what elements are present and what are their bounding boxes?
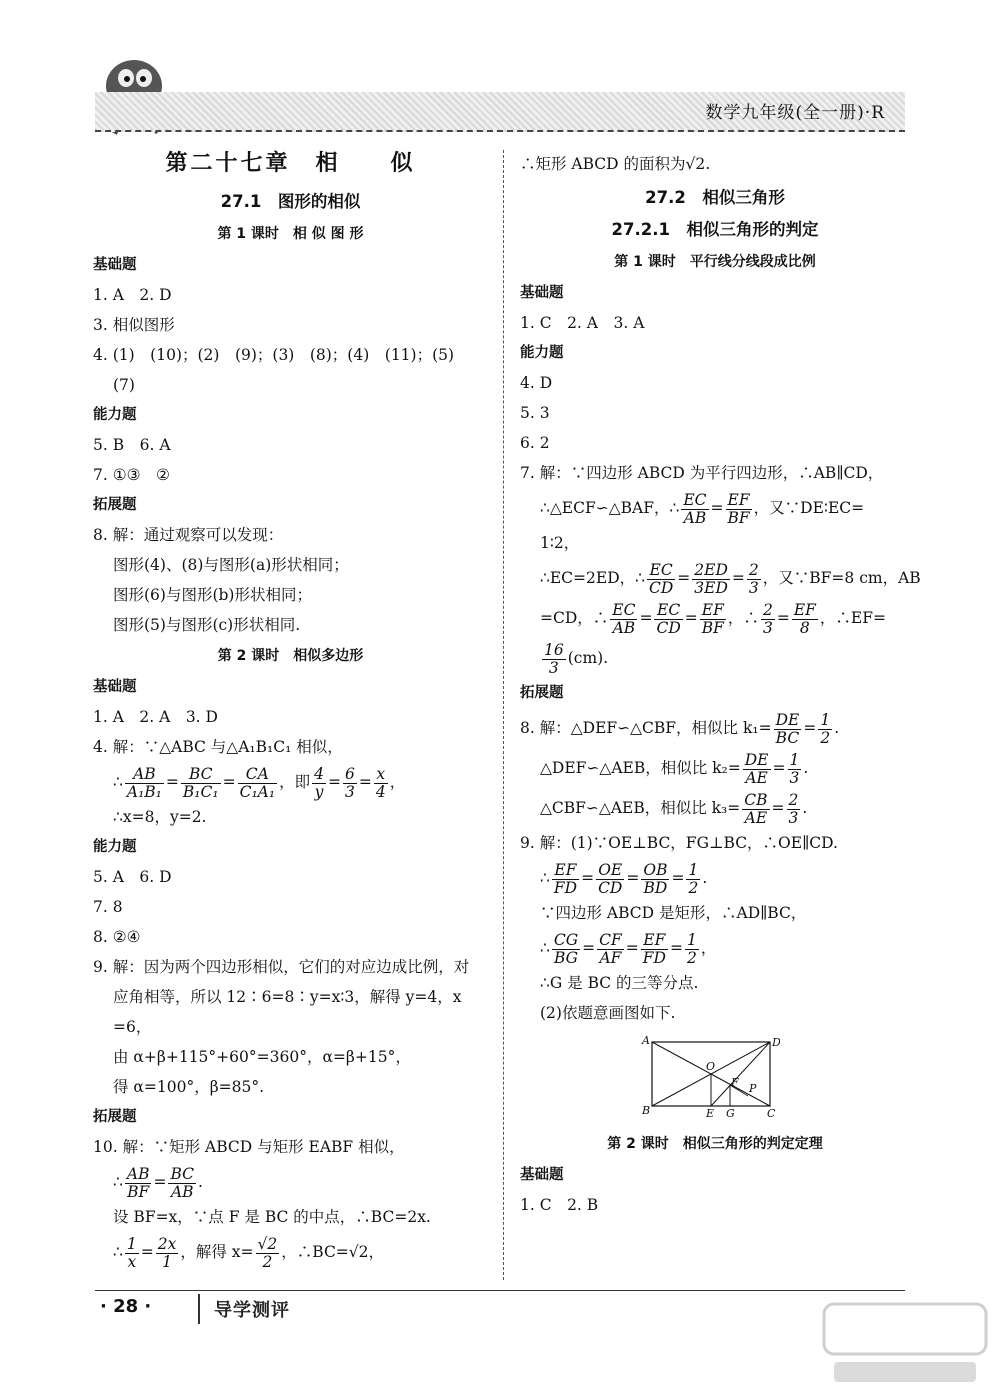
fraction-line: ∴ $\frac{1}{x}$ = $\frac{2x}{1}$ ，解得 x= $\frac{√2}{2}$ ，∴BC=√2， [113, 1234, 385, 1271]
answer-line: ∴矩形 ABCD 的面积为√2. [520, 155, 711, 173]
category-label: 基础题 [520, 1167, 564, 1183]
label-d: D [772, 1036, 780, 1049]
category-label: 拓展题 [520, 685, 564, 701]
chapter-title: 第二十七章 相 似 [165, 151, 416, 176]
series-brand: 导学测评 [214, 1300, 290, 1321]
answer-line: ∵四边形 ABCD 是矩形，∴AD∥BC， [540, 904, 807, 922]
answer-line: ∴x=8，y=2. [113, 808, 207, 826]
fraction-line: $\frac{16}{3}$ (cm). [544, 640, 609, 677]
fraction-line: ∴ $\frac{AB}{\text{A₁B₁}}$ = $\frac{BC}{\text{B₁C₁}}$ = $\frac{CA}{\text{C₁A₁}}$ ，即 $\frac{4}{y}$ = $\frac{6}{3}$ = $\frac{x}{4}$ ， [113, 764, 406, 801]
answer-line: 5. 3 [520, 404, 550, 422]
answer-line: 图形(5)与图形(c)形状相同. [113, 616, 301, 634]
subsection-title: 27.2.1 相似三角形的判定 [611, 220, 819, 239]
category-label: 基础题 [93, 679, 137, 695]
answer-line: 应角相等，所以 12∶6=8∶y=x∶3，解得 y=4，x [113, 988, 462, 1006]
answer-line: 设 BF=x，∵点 F 是 BC 的中点，∴BC=2x. [113, 1208, 431, 1226]
answer-line: 1. C 2. A 3. A [520, 314, 645, 332]
answer-line: 1. A 2. A 3. D [93, 708, 218, 726]
page-number: · 28 · [100, 1296, 152, 1317]
segment-oc [711, 1074, 770, 1106]
fraction-line: ∴ $\frac{EF}{FD}$ = $\frac{OE}{CD}$ = $\frac{OB}{BD}$ = $\frac{1}{2}$ . [540, 860, 708, 897]
label-c: C [767, 1107, 776, 1118]
answer-line: ∴G 是 BC 的三等分点. [540, 974, 699, 992]
header-title: 数学九年级(全一册)·R [705, 103, 885, 123]
category-label: 能力题 [93, 839, 137, 855]
answer-line: 由 α+β+115°+60°=360°，α=β+15°， [113, 1048, 411, 1066]
column-divider [503, 150, 504, 1280]
answer-line: 图形(6)与图形(b)形状相同； [113, 586, 312, 604]
fraction-line: =CD，∴ $\frac{EC}{AB}$ = $\frac{EC}{CD}$ = $\frac{EF}{BF}$ ，∴ $\frac{2}{3}$ = $\frac{EF}{8}$ ，∴EF= [540, 600, 886, 637]
fraction-line: ∴ $\frac{CG}{BG}$ = $\frac{CF}{AF}$ = $\frac{EF}{FD}$ = $\frac{1}{2}$ ， [540, 930, 717, 967]
footer-rule [95, 1290, 905, 1291]
answer-line: 得 α=100°，β=85°. [113, 1078, 265, 1096]
answer-line: (7) [113, 376, 135, 394]
category-label: 能力题 [520, 345, 564, 361]
fraction-line: △CBF∽△AEB，相似比 k₃= $\frac{CB}{AE}$ = $\frac{2}{3}$ . [540, 790, 808, 827]
answer-line: 1∶2， [540, 534, 580, 552]
segment-ed [711, 1042, 770, 1106]
answer-line: 9. 解：(1)∵OE⊥BC，FG⊥BC，∴OE∥CD. [520, 834, 838, 852]
right-column [520, 140, 921, 1220]
answer-line: 5. B 6. A [93, 436, 171, 454]
category-label: 能力题 [93, 407, 137, 423]
section-title: 27.2 相似三角形 [645, 188, 785, 207]
fraction-line: ∴△ECF∽△BAF，∴ $\frac{EC}{AB}$ = $\frac{EF}{BF}$ ，又∵DE∶EC= [540, 490, 865, 527]
answer-line: 7. ①③ ② [93, 466, 170, 484]
answer-line: (2)依题意画图如下. [540, 1004, 676, 1022]
label-p: P [749, 1082, 757, 1095]
answer-line: 图形(4)、(8)与图形(a)形状相同； [113, 556, 349, 574]
label-e: E [706, 1107, 715, 1118]
label-a: A [642, 1034, 650, 1047]
answer-line: 6. 2 [520, 434, 550, 452]
answer-line: 3. 相似图形 [93, 316, 175, 334]
answer-line: 7. 解：∵四边形 ABCD 为平行四边形，∴AB∥CD， [520, 464, 884, 482]
answer-line: 4. D [520, 374, 553, 392]
answer-line: 5. A 6. D [93, 868, 172, 886]
category-label: 基础题 [93, 257, 137, 273]
answer-line: 9. 解：因为两个四边形相似，它们的对应边成比例，对 [93, 958, 470, 976]
answer-line: 7. 8 [93, 898, 123, 916]
lesson-title: 第 1 课时 相 似 图 形 [217, 226, 364, 242]
label-g: G [726, 1107, 735, 1118]
lesson-title: 第 2 课时 相似多边形 [217, 648, 364, 664]
lesson-title: 第 2 课时 相似三角形的判定定理 [607, 1136, 823, 1152]
fraction-line: △DEF∽△AEB，相似比 k₂= $\frac{DE}{AE}$ = $\frac{1}{3}$ . [540, 750, 809, 787]
rectangle-diagram [640, 1034, 780, 1118]
section-title: 27.1 图形的相似 [220, 192, 361, 211]
answer-line: 1. A 2. D [93, 286, 172, 304]
label-f: F [731, 1076, 739, 1089]
answer-line: 8. ②④ [93, 928, 141, 946]
category-label: 拓展题 [93, 497, 137, 513]
answer-line: 1. C 2. B [520, 1196, 599, 1214]
footer-separator [198, 1294, 200, 1324]
fraction-line: ∴EC=2ED，∴ $\frac{EC}{CD}$ = $\frac{2ED}{3ED}$ = $\frac{2}{3}$ ，又∵BF=8 cm，AB [540, 560, 921, 597]
lesson-title: 第 1 课时 平行线分线段成比例 [614, 254, 816, 270]
page-header [95, 92, 905, 132]
label-b: B [642, 1104, 651, 1117]
fraction-line: ∴ $\frac{AB}{BF}$ = $\frac{BC}{AB}$ . [113, 1164, 203, 1201]
fraction-line: 8. 解：△DEF∽△CBF，相似比 k₁= $\frac{DE}{BC}$ = $\frac{1}{2}$ . [520, 710, 840, 747]
category-label: 拓展题 [93, 1109, 137, 1125]
answer-line: 10. 解：∵矩形 ABCD 与矩形 EABF 相似， [93, 1138, 405, 1156]
answer-line: 4. 解：∵△ABC 与△A₁B₁C₁ 相似， [93, 738, 343, 756]
answer-line: 4. (1) (10)；(2) (9)；(3) (8)；(4) (11)；(5) [93, 346, 455, 364]
left-column [93, 140, 488, 1272]
label-o: O [706, 1060, 716, 1073]
watermark-logo [820, 1300, 990, 1390]
category-label: 基础题 [520, 285, 564, 301]
answer-line: =6， [113, 1018, 152, 1036]
answer-line: 8. 解：通过观察可以发现： [93, 526, 284, 544]
